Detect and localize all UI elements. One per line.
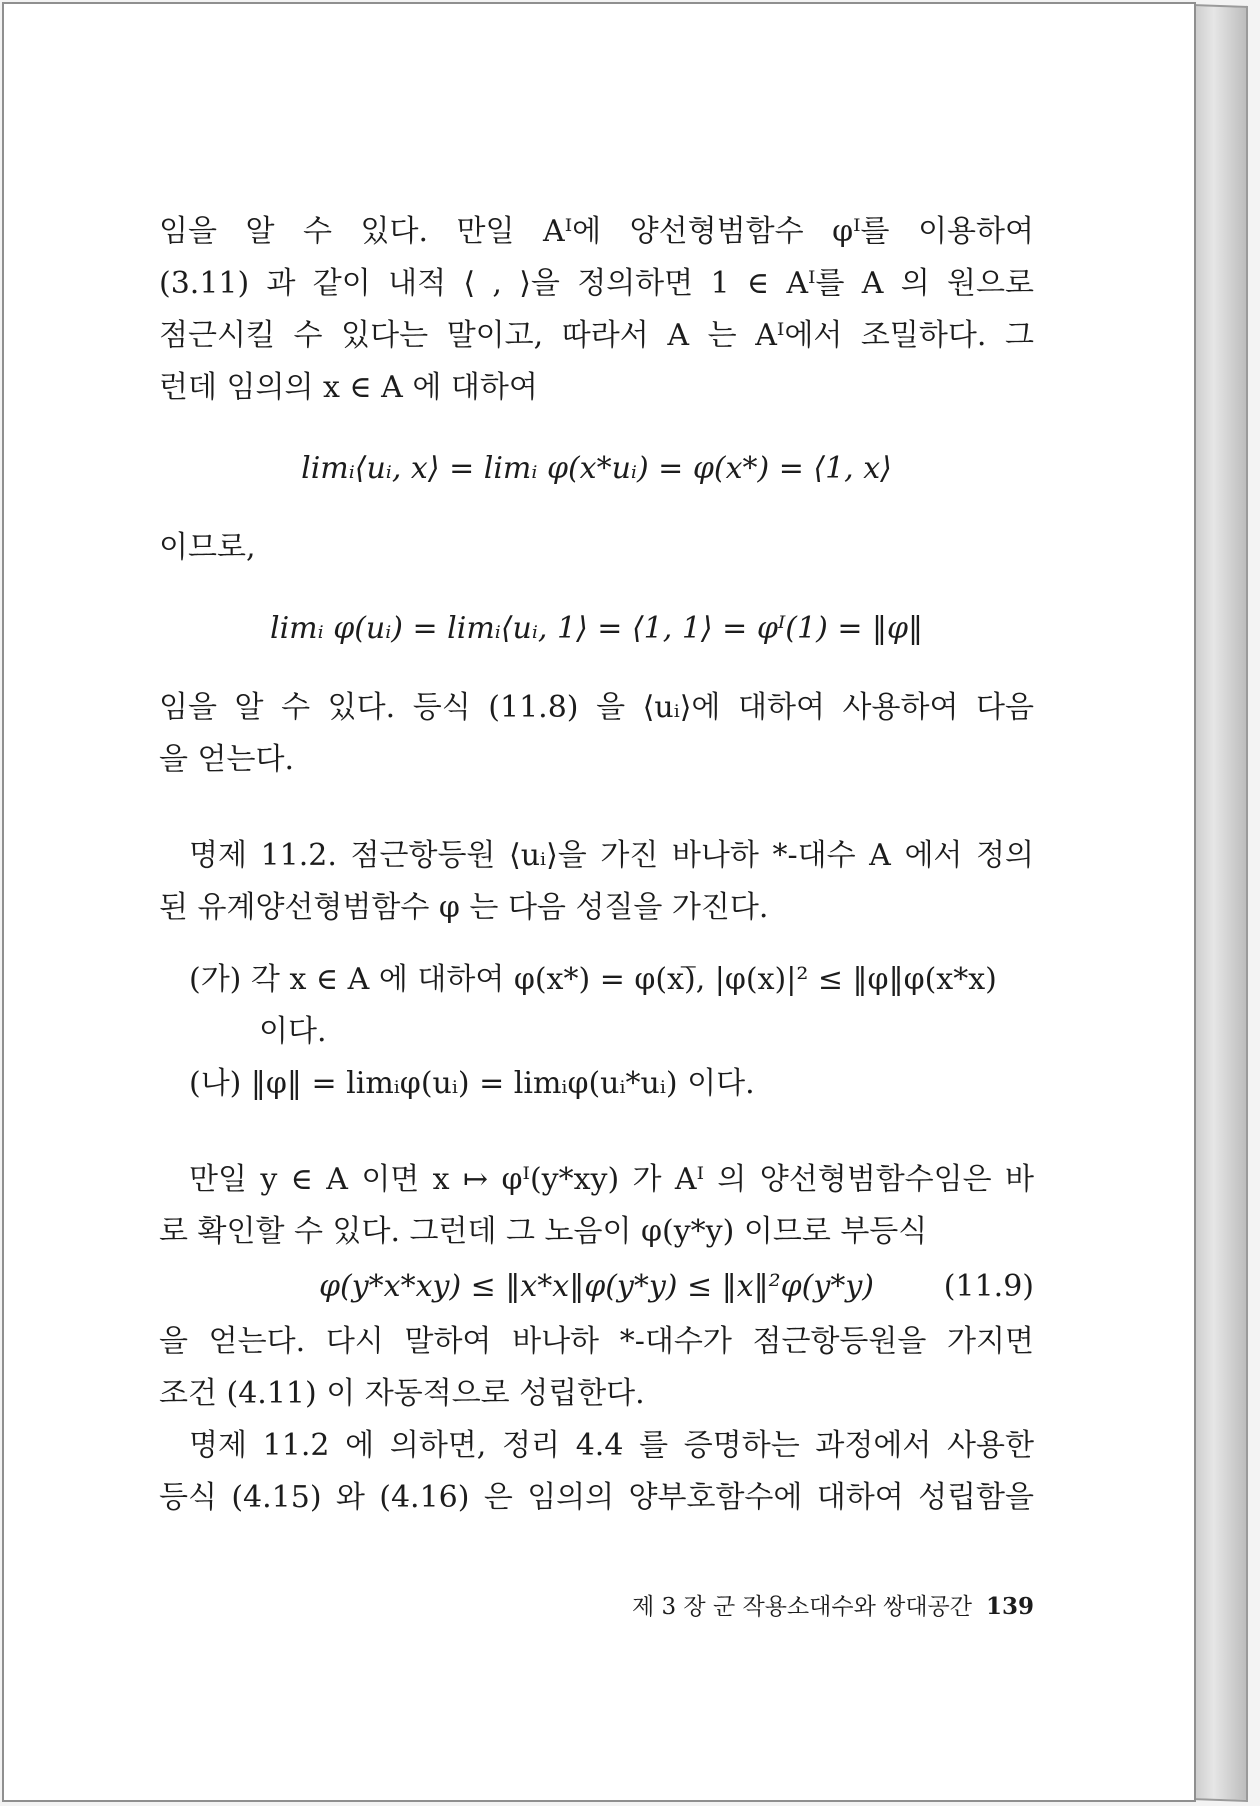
chapter-title: 제 3 장 군 작용소대수와 쌍대공간 bbox=[631, 1594, 972, 1620]
text-line: 임을 알 수 있다. 만일 Aᴵ에 양선형범함수 φᴵ를 이용하여 bbox=[159, 214, 1034, 249]
text-line: 명제 11.2 에 의하면, 정리 4.4 를 증명하는 과정에서 사용한 bbox=[189, 1428, 1034, 1463]
text-line: 등식 (4.15) 와 (4.16) 은 임의의 양부호함수에 대하여 성립함을 bbox=[159, 1480, 1034, 1515]
equation: limᵢ φ(uᵢ) = limᵢ⟨uᵢ, 1⟩ = ⟨1, 1⟩ = φᴵ(1) = ‖φ‖ bbox=[269, 611, 924, 646]
page-stack-edge bbox=[1192, 4, 1248, 1802]
text-line: 점근시킬 수 있다는 말이고, 따라서 A 는 Aᴵ에서 조밀하다. 그 bbox=[159, 318, 1034, 353]
text-line: 만일 y ∈ A 이면 x ↦ φᴵ(y*xy) 가 Aᴵ 의 양선형범함수임은 바 bbox=[189, 1162, 1034, 1197]
proposition-item-ga: (가) 각 x ∈ A 에 대하여 φ(x*) = φ(x)̅, |φ(x)|² ≤ ‖φ‖φ(x*x) bbox=[189, 962, 997, 997]
text-line: 조건 (4.11) 이 자동적으로 성립한다. bbox=[159, 1376, 645, 1411]
text-line: 이므로, bbox=[159, 530, 256, 565]
book-page bbox=[2, 2, 1196, 1802]
running-footer bbox=[564, 1588, 1034, 1621]
numbered-equation bbox=[159, 1258, 1034, 1316]
equation-number: (11.9) bbox=[943, 1269, 1034, 1304]
proposition-heading: 명제 11.2. 점근항등원 ⟨uᵢ⟩을 가진 바나하 *-대수 A 에서 정의 bbox=[189, 838, 1034, 873]
text-line: 런데 임의의 x ∈ A 에 대하여 bbox=[159, 370, 538, 405]
text-line: (3.11) 과 같이 내적 ⟨ , ⟩을 정의하면 1 ∈ Aᴵ를 A 의 원으로 bbox=[159, 266, 1034, 301]
proposition-text: 된 유계양선형범함수 φ 는 다음 성질을 가진다. bbox=[159, 890, 769, 925]
proposition-item-ga-continued: 이다. bbox=[259, 1014, 327, 1049]
page-body bbox=[159, 206, 1034, 1524]
proposition-item-na: (나) ‖φ‖ = limᵢφ(uᵢ) = limᵢφ(uᵢ*uᵢ) 이다. bbox=[189, 1066, 755, 1101]
equation: limᵢ⟨uᵢ, x⟩ = limᵢ φ(x*uᵢ) = φ(x*) = ⟨1, x⟩ bbox=[301, 451, 892, 486]
text-line: 임을 알 수 있다. 등식 (11.8) 을 ⟨uᵢ⟩에 대하여 사용하여 다음 bbox=[159, 690, 1034, 725]
page-number: 139 bbox=[985, 1593, 1034, 1620]
text-line: 을 얻는다. 다시 말하여 바나하 *-대수가 점근항등원을 가지면 bbox=[159, 1324, 1034, 1359]
text-line: 을 얻는다. bbox=[159, 742, 294, 777]
text-line: 로 확인할 수 있다. 그런데 그 노음이 φ(y*y) 이므로 부등식 bbox=[159, 1214, 928, 1249]
equation: φ(y*x*xy) ≤ ‖x*x‖φ(y*y) ≤ ‖x‖²φ(y*y) bbox=[319, 1269, 874, 1304]
